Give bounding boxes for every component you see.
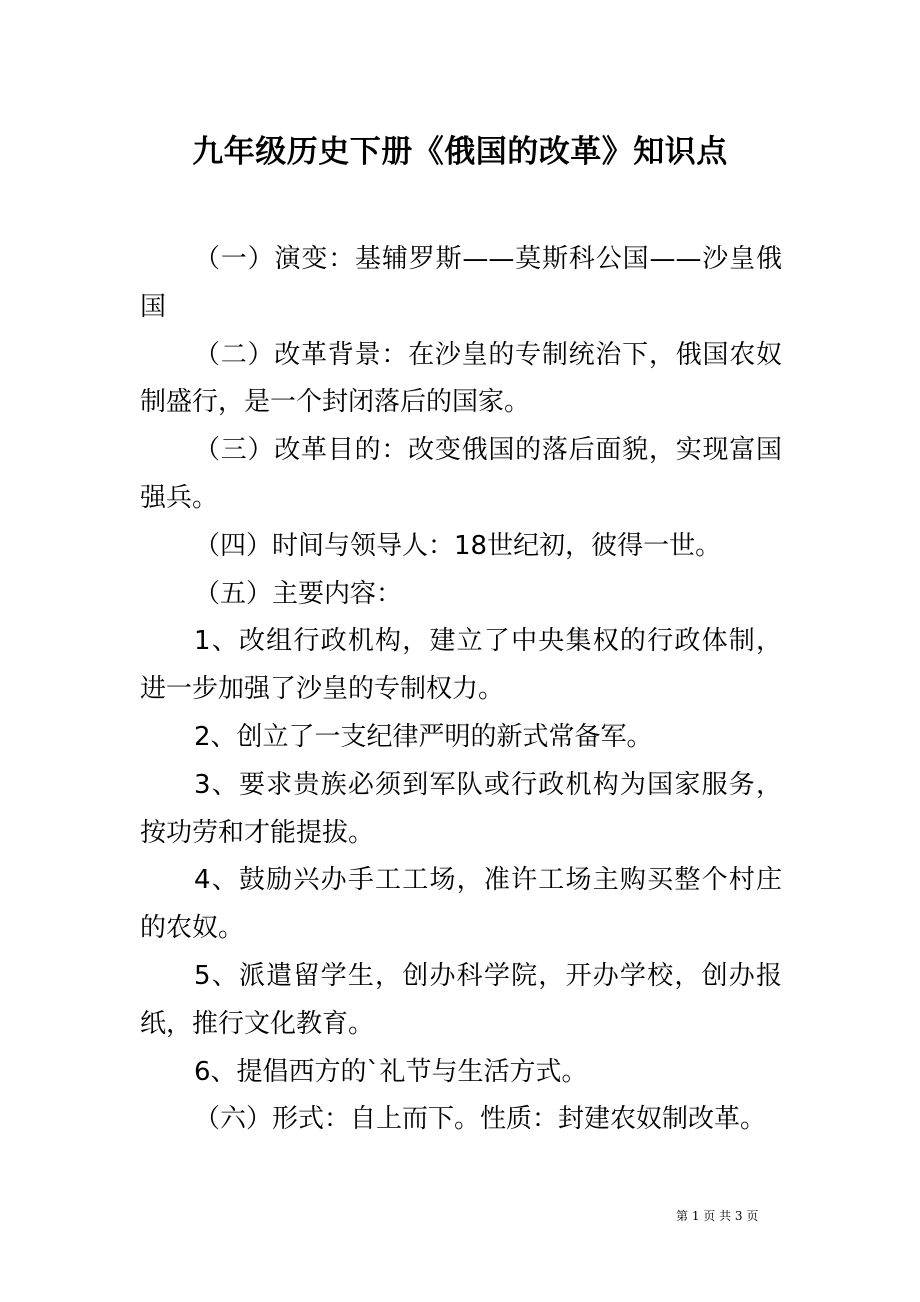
paragraph-content-item-6: 6、提倡西方的`礼节与生活方式。 (194, 1056, 588, 1087)
paragraph-time-leader: （四）时间与领导人：18世纪初，彼得一世。 (194, 530, 722, 561)
paragraph-background: （二）改革背景：在沙皇的专制统治下，俄国农奴制盛行，是一个封闭落后的国家。 (140, 339, 782, 418)
paragraph-content-item-5: 5、派遣留学生，创办科学院，开办学校，创办报纸，推行文化教育。 (140, 960, 782, 1039)
paragraph-purpose: （三）改革目的：改变俄国的落后面貌，实现富国强兵。 (140, 435, 782, 513)
paragraph-form-nature: （六）形式：自上而下。性质：封建农奴制改革。 (194, 1104, 767, 1135)
paragraph-evolution: （一）演变：基辅罗斯——莫斯科公国——沙皇俄国 (140, 244, 782, 322)
page-title: 九年级历史下册《俄国的改革》知识点 (192, 134, 728, 170)
paragraph-main-content-heading: （五）主要内容： (194, 578, 403, 609)
document-body (140, 236, 782, 1144)
paragraph-content-item-1: 1、改组行政机构，建立了中央集权的行政体制，进一步加强了沙皇的专制权力。 (140, 626, 782, 705)
paragraph-content-item-4: 4、鼓励兴办手工工场，准许工场主购买整个村庄的农奴。 (140, 865, 782, 944)
paragraph-content-item-2: 2、创立了一支纪律严明的新式常备军。 (194, 721, 653, 752)
page-number-footer: 第 1 页 共 3 页 (676, 1209, 759, 1223)
paragraph-content-item-3: 3、要求贵族必须到军队或行政机构为国家服务，按功劳和才能提拔。 (140, 769, 782, 848)
